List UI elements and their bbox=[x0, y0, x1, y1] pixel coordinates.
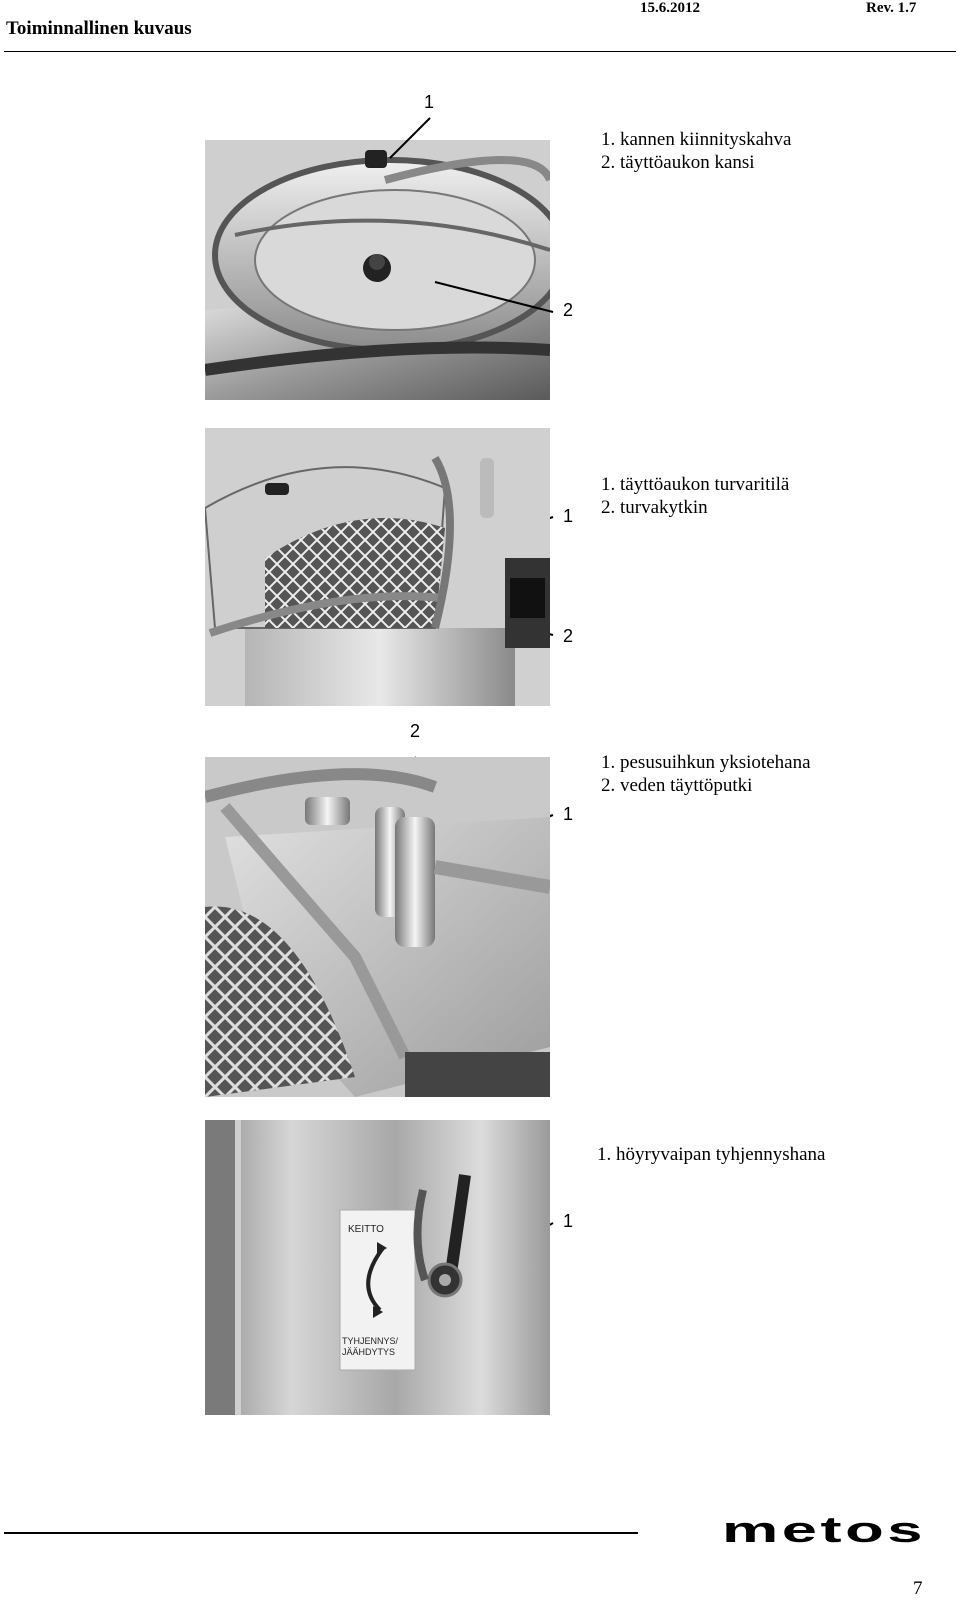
section-title: Toiminnallinen kuvaus bbox=[6, 18, 192, 39]
document-date: 15.6.2012 bbox=[640, 0, 700, 16]
callout-2: 2 bbox=[410, 721, 421, 741]
callout-2: 2 bbox=[563, 626, 574, 646]
sticker-top-label: KEITTO bbox=[348, 1224, 384, 1235]
legend-figure-4 bbox=[597, 1143, 825, 1166]
callout-2: 2 bbox=[563, 300, 574, 320]
document-revision: Rev. 1.7 bbox=[866, 0, 917, 16]
callout-1: 1 bbox=[424, 92, 435, 112]
logo-wordmark: metos bbox=[722, 1516, 926, 1546]
legend-item: 1. höyryvaipan tyhjennyshana bbox=[597, 1144, 826, 1165]
legend-item: 1. kannen kiinnityskahva bbox=[601, 129, 792, 150]
legend-figure-1 bbox=[601, 128, 792, 174]
callout-1: 1 bbox=[563, 804, 574, 824]
sticker-bottom-label-line2: JÄÄHDYTYS bbox=[342, 1347, 396, 1357]
legend-item: 2. täyttöaukon kansi bbox=[601, 152, 755, 173]
legend-figure-3 bbox=[601, 751, 811, 797]
sticker-bottom-label-line1: TYHJENNYS/ bbox=[342, 1336, 399, 1346]
legend-figure-2 bbox=[601, 473, 789, 519]
footer-divider bbox=[4, 1532, 638, 1534]
page-number: 7 bbox=[913, 1578, 923, 1599]
callout-1: 1 bbox=[563, 1211, 574, 1231]
legend-item: 2. veden täyttöputki bbox=[601, 775, 753, 796]
photo-drain-valve bbox=[205, 1120, 550, 1415]
legend-item: 1. täyttöaukon turvaritilä bbox=[601, 474, 790, 495]
legend-item: 1. pesusuihkun yksiotehana bbox=[601, 752, 811, 773]
metos-logo bbox=[722, 1516, 928, 1551]
legend-item: 2. turvakytkin bbox=[601, 497, 708, 518]
callout-1: 1 bbox=[563, 506, 574, 526]
photo-safety-grid bbox=[205, 428, 550, 706]
photo-faucet bbox=[205, 757, 550, 1097]
